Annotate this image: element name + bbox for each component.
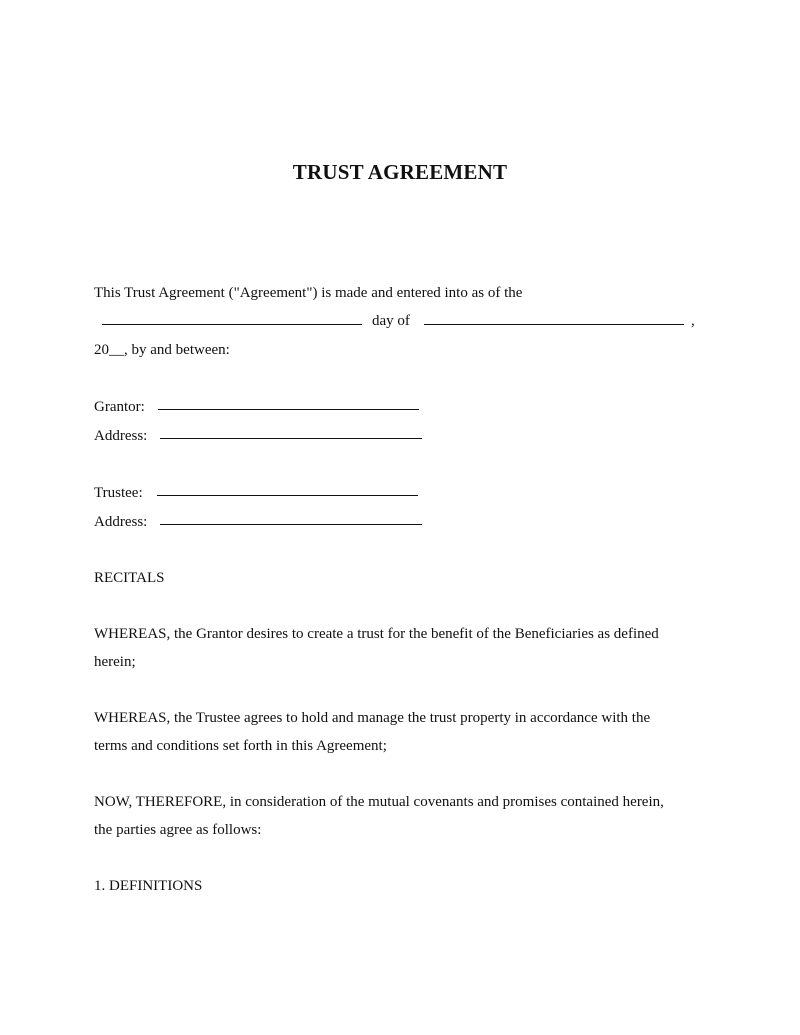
intro-line-1: This Trust Agreement ("Agreement") is made and entered into as of the xyxy=(94,285,523,301)
trustee-address-label: Address: xyxy=(94,514,148,530)
date-month-blank[interactable] xyxy=(424,324,684,325)
grantor-label: Grantor: xyxy=(94,399,145,415)
whereas-2-line-2: terms and conditions set forth in this Agreement; xyxy=(94,738,387,754)
grantor-name-blank[interactable] xyxy=(158,409,419,410)
grantor-address-label: Address: xyxy=(94,428,148,444)
now-therefore-line-1: NOW, THEREFORE, in consideration of the mutual covenants and promises contained herein, xyxy=(94,794,664,810)
date-day-blank[interactable] xyxy=(102,324,362,325)
whereas-2-line-1: WHEREAS, the Trustee agrees to hold and manage the trust property in accordance with the xyxy=(94,710,651,726)
intro-comma: , xyxy=(691,313,695,329)
whereas-1-line-1: WHEREAS, the Grantor desires to create a trust for the benefit of the Beneficiaries as defined xyxy=(94,626,659,642)
now-therefore-line-2: the parties agree as follows: xyxy=(94,822,262,838)
recitals-heading: RECITALS xyxy=(94,570,165,586)
trustee-label: Trustee: xyxy=(94,485,143,501)
trustee-address-blank[interactable] xyxy=(160,524,422,525)
trustee-name-blank[interactable] xyxy=(157,495,418,496)
grantor-address-blank[interactable] xyxy=(160,438,422,439)
day-of-label: day of xyxy=(372,313,410,329)
section-1-heading: 1. DEFINITIONS xyxy=(94,878,203,894)
whereas-1-line-2: herein; xyxy=(94,654,136,670)
intro-line-3: 20__, by and between: xyxy=(94,342,230,358)
document-title: TRUST AGREEMENT xyxy=(292,160,508,184)
